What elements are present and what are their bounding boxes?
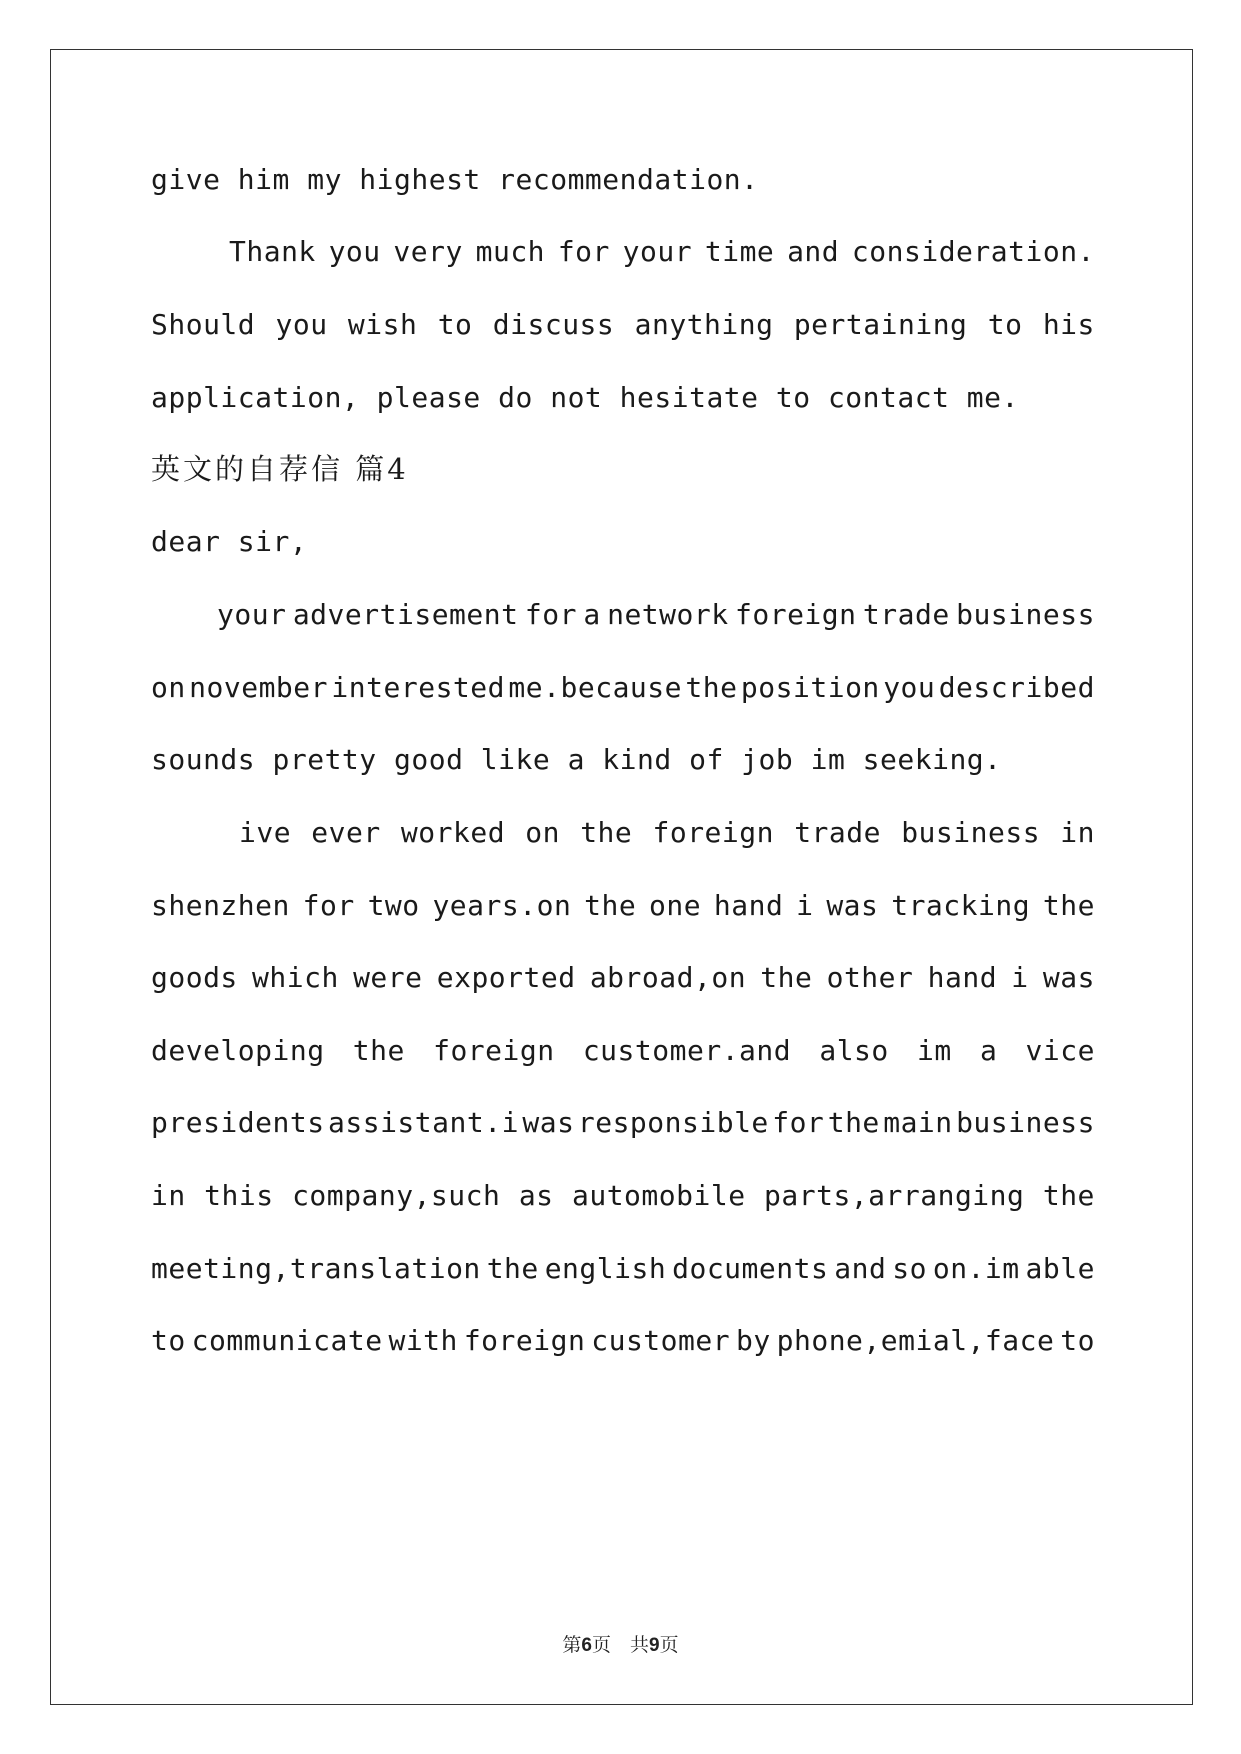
text-line: presidents assistant.i was responsible for the main business [151,1106,1095,1139]
section-heading: 英文的自荐信 篇4 [151,452,409,486]
text-line: sounds pretty good like a kind of job im seeking. [151,743,1002,776]
current-page-number: 6 [581,1635,592,1656]
footer-prefix: 第 [562,1634,582,1656]
text-line: your advertisement for a network foreign trade business [217,598,1095,631]
text-line: dear sir, [151,525,308,558]
page-footer [0,1630,1241,1657]
text-line: Should you wish to discuss anything pertaining to his [151,308,1095,341]
text-line: Thank you very much for your time and consideration. [229,235,1095,268]
total-pages-number: 9 [649,1635,660,1656]
text-line: developing the foreign customer.and also im a vice [151,1034,1095,1067]
text-line: give him my highest recommendation. [151,163,759,196]
footer-mid: 页 共 [591,1634,649,1656]
text-line: application, please do not hesitate to contact me. [151,381,1019,414]
text-line: shenzhen for two years.on the one hand i was tracking the [151,889,1095,922]
text-line: ive ever worked on the foreign trade business in [239,816,1095,849]
text-line: on november interested me.because the position you described [151,671,1095,704]
text-line: meeting,translation the english documents and so on.im able [151,1252,1095,1285]
footer-suffix: 页 [659,1634,679,1656]
text-line: to communicate with foreign customer by phone,emial,face to [151,1324,1095,1357]
text-line: in this company,such as automobile parts,arranging the [151,1179,1095,1212]
text-line: goods which were exported abroad,on the other hand i was [151,961,1095,994]
page-border [50,49,1193,1705]
